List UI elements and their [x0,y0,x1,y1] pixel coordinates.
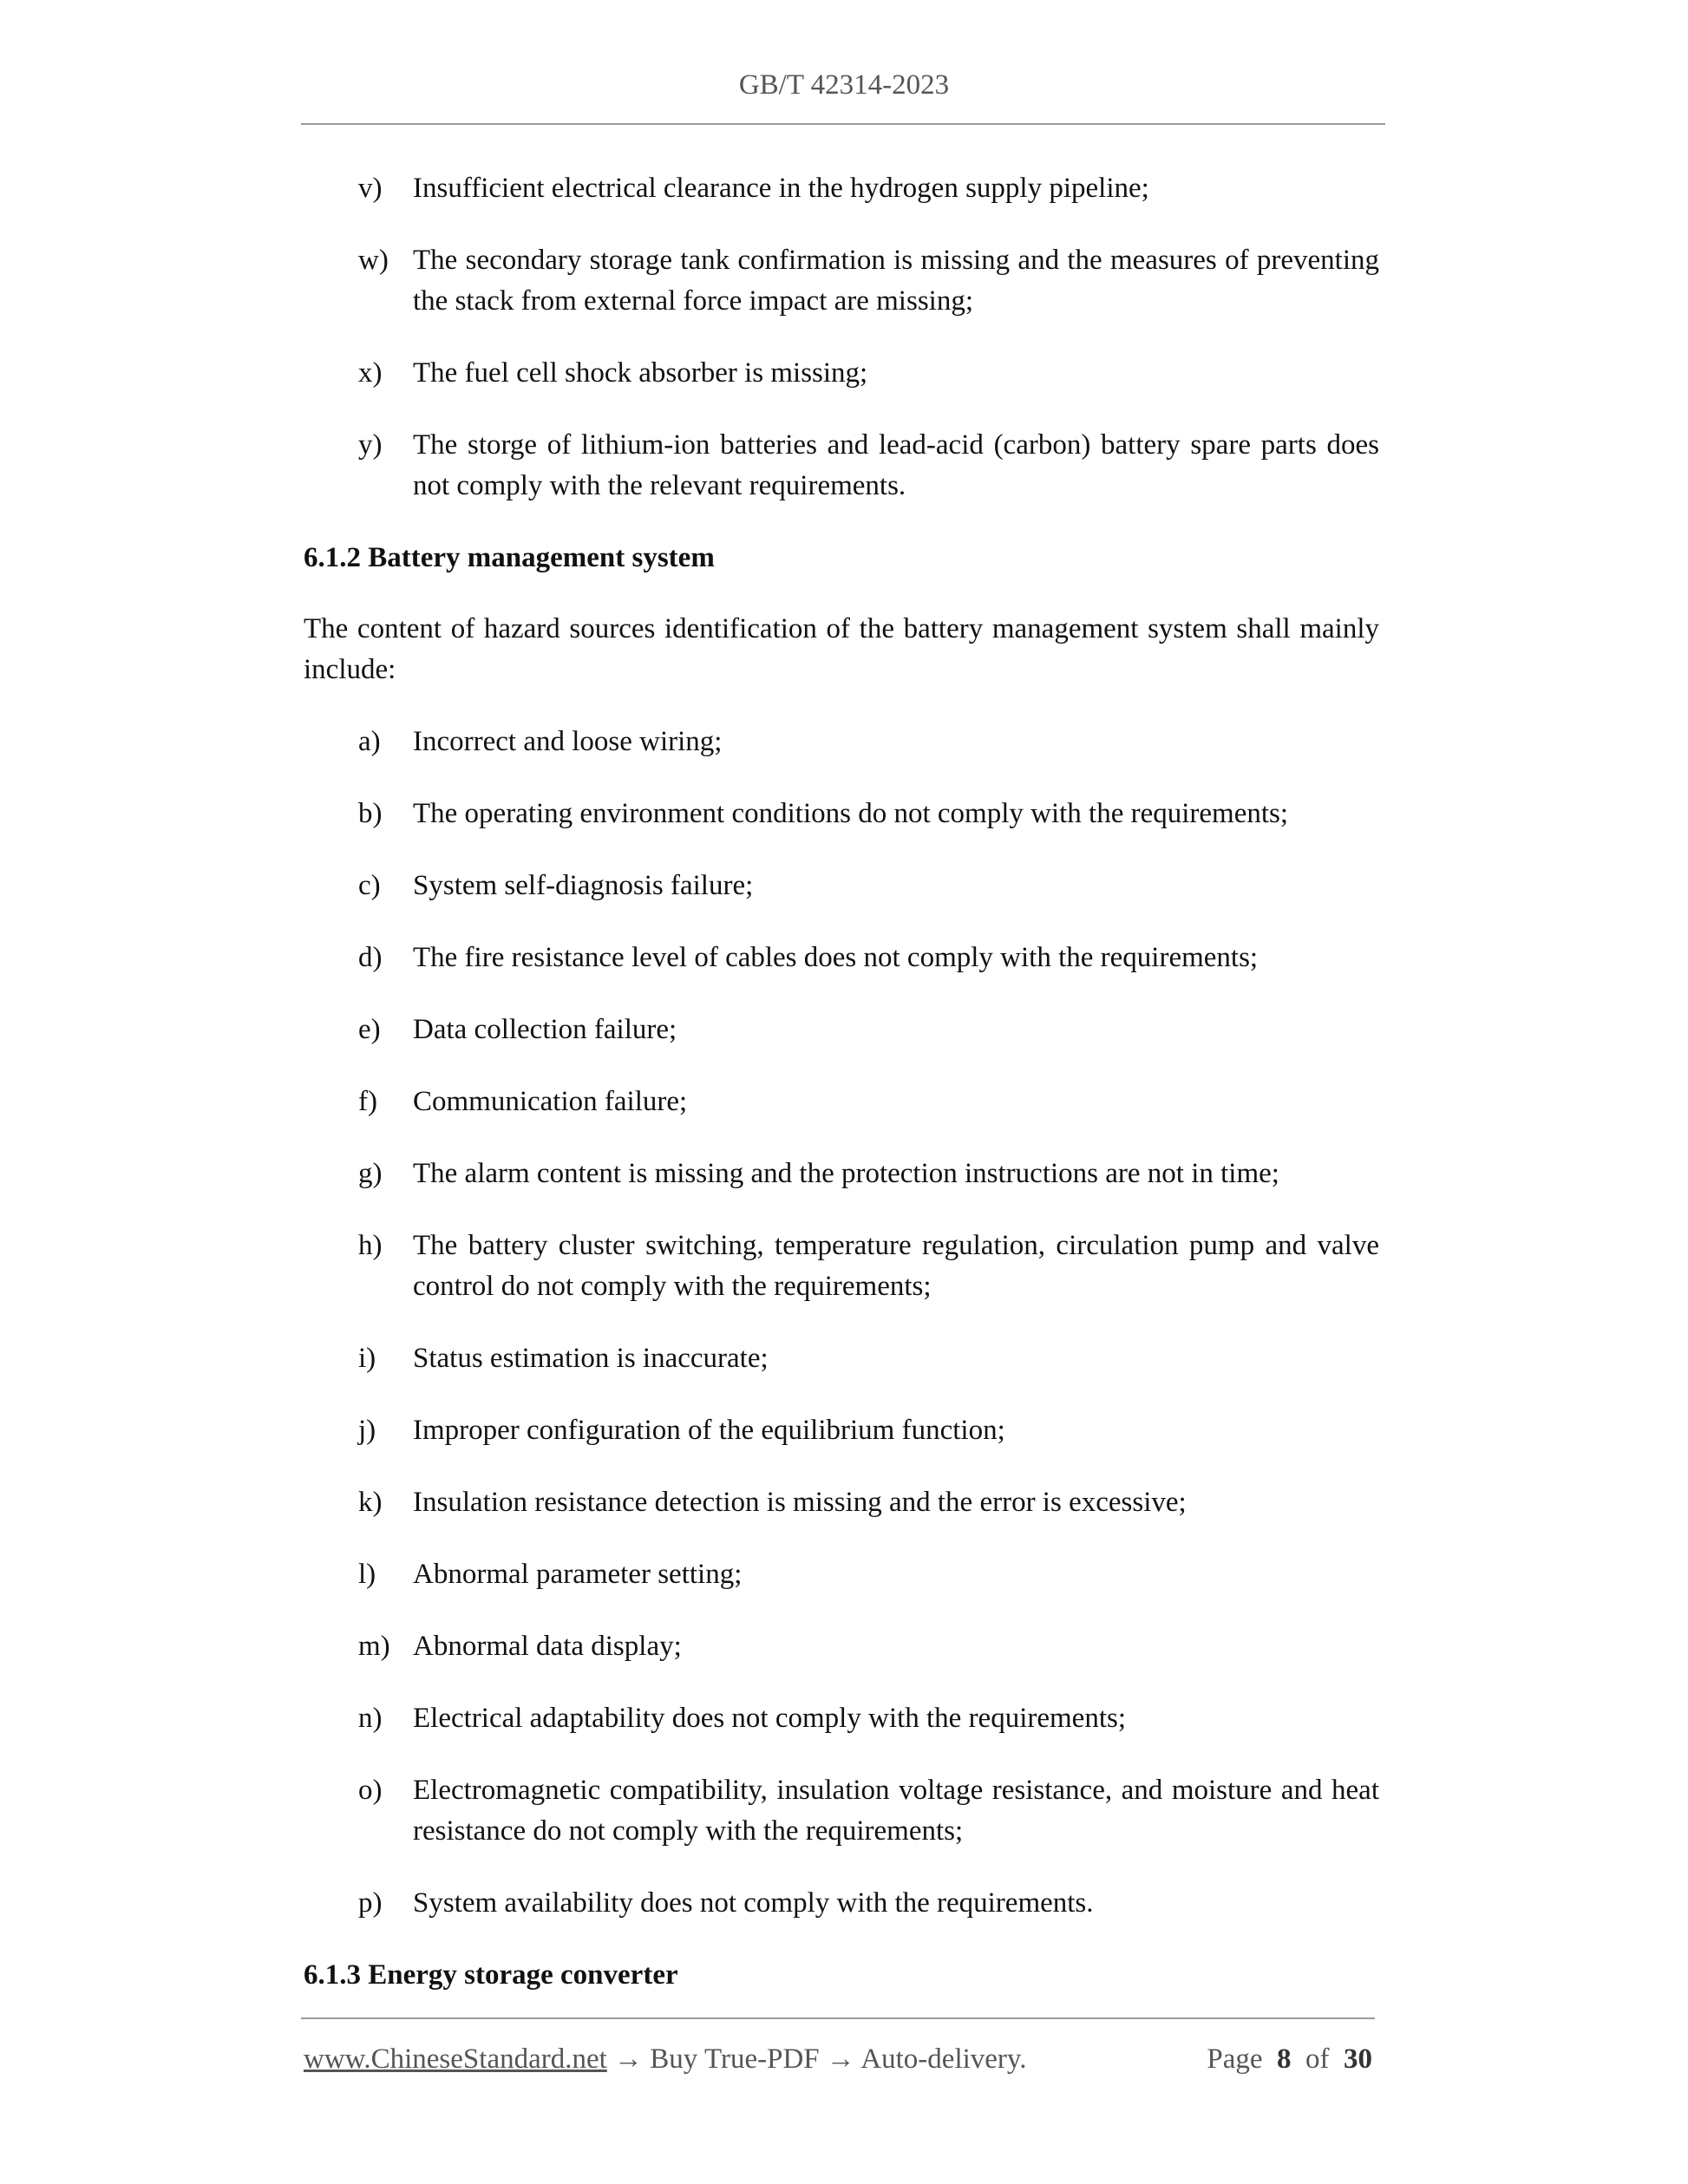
list-item [304,938,1379,978]
list-marker: k) [358,1487,383,1518]
list-marker: x) [358,357,383,389]
list-item [304,1698,1379,1739]
website-link[interactable]: www.ChineseStandard.net [304,2043,607,2075]
list-item-text: Improper configuration of the equilibrium function; [413,1415,1005,1446]
list-item-text: Communication failure; [413,1086,688,1117]
list-marker: i) [358,1343,376,1374]
list-item [304,1410,1379,1451]
list-item [304,1883,1379,1924]
list-marker: l) [358,1559,376,1590]
list-marker: v) [358,173,383,204]
section-heading-6-1-2: 6.1.2 Battery management system [304,542,715,573]
list-marker: o) [358,1775,383,1806]
list-item [304,1010,1379,1050]
list-item [304,353,1379,394]
list-item [304,1082,1379,1122]
list-item-text: Insufficient electrical clearance in the hydrogen supply pipeline; [413,173,1149,204]
footer-divider [301,2017,1375,2019]
list-marker: y) [358,429,383,461]
list-item [304,1226,1379,1307]
list-marker: e) [358,1014,381,1045]
list-item [304,722,1379,762]
list-marker: p) [358,1887,383,1919]
list-item-text: The storge of lithium-ion batteries and lead-acid (carbon) battery spare parts does not comply with the relevant requirements. [413,429,1379,501]
header-divider [301,123,1385,125]
list-item-text: The fuel cell shock absorber is missing; [413,357,868,389]
footer-promo [304,2042,1027,2076]
list-item-text: The battery cluster switching, temperature regulation, circulation pump and valve control do not comply with the requirements; [413,1230,1379,1302]
list-item [304,240,1379,322]
list-marker: j) [358,1415,376,1446]
list-item [304,1154,1379,1194]
list-item-text: Data collection failure; [413,1014,677,1045]
list-item [304,794,1379,834]
list-marker: m) [358,1631,390,1662]
list-item-text: The operating environment conditions do not comply with the requirements; [413,798,1289,829]
list-item-text: System self-diagnosis failure; [413,870,754,901]
page-body [304,168,1379,2026]
list-item-text: The alarm content is missing and the protection instructions are not in time; [413,1158,1279,1189]
list-marker: f) [358,1086,377,1117]
list-marker: n) [358,1703,383,1734]
page-number [1207,2042,1372,2076]
list-item [304,1338,1379,1379]
list-marker: h) [358,1230,383,1261]
list-item [304,1770,1379,1852]
list-item-text: System availability does not comply with the requirements. [413,1887,1094,1919]
list-item [304,1482,1379,1523]
page-label: Page [1207,2043,1263,2075]
section-intro-paragraph: The content of hazard sources identification of the battery management system shall mainly include: [304,613,1379,685]
section-heading-6-1-3: 6.1.3 Energy storage converter [304,1959,678,1991]
list-item-text: Abnormal data display; [413,1631,682,1662]
list-item-text: Incorrect and loose wiring; [413,726,723,757]
list-item [304,425,1379,507]
list-marker: a) [358,726,381,757]
list-item-text: Status estimation is inaccurate; [413,1343,769,1374]
page-total: 30 [1344,2043,1372,2075]
list-marker: c) [358,870,381,901]
list-item-text: Abnormal parameter setting; [413,1559,743,1590]
running-header: GB/T 42314-2023 [738,69,950,101]
list-item [304,168,1379,209]
list-marker: b) [358,798,383,829]
list-item [304,1626,1379,1667]
list-marker: w) [358,245,389,276]
footer-promo-text: → Buy True-PDF → Auto-delivery. [606,2043,1027,2075]
list-marker: d) [358,942,383,973]
page-current: 8 [1277,2043,1292,2075]
list-item [304,866,1379,906]
list-item-text: Electromagnetic compatibility, insulation voltage resistance, and moisture and heat resistance do not comply with the requirements; [413,1775,1379,1847]
page-of-label: of [1305,2043,1330,2075]
list-item-text: The secondary storage tank confirmation is missing and the measures of preventing the stack from external force impact are missing; [413,245,1379,317]
list-item-text: Electrical adaptability does not comply with the requirements; [413,1703,1127,1734]
list-item-text: The fire resistance level of cables does not comply with the requirements; [413,942,1259,973]
list-item [304,1554,1379,1595]
list-item-text: Insulation resistance detection is missing and the error is excessive; [413,1487,1187,1518]
list-marker: g) [358,1158,383,1189]
